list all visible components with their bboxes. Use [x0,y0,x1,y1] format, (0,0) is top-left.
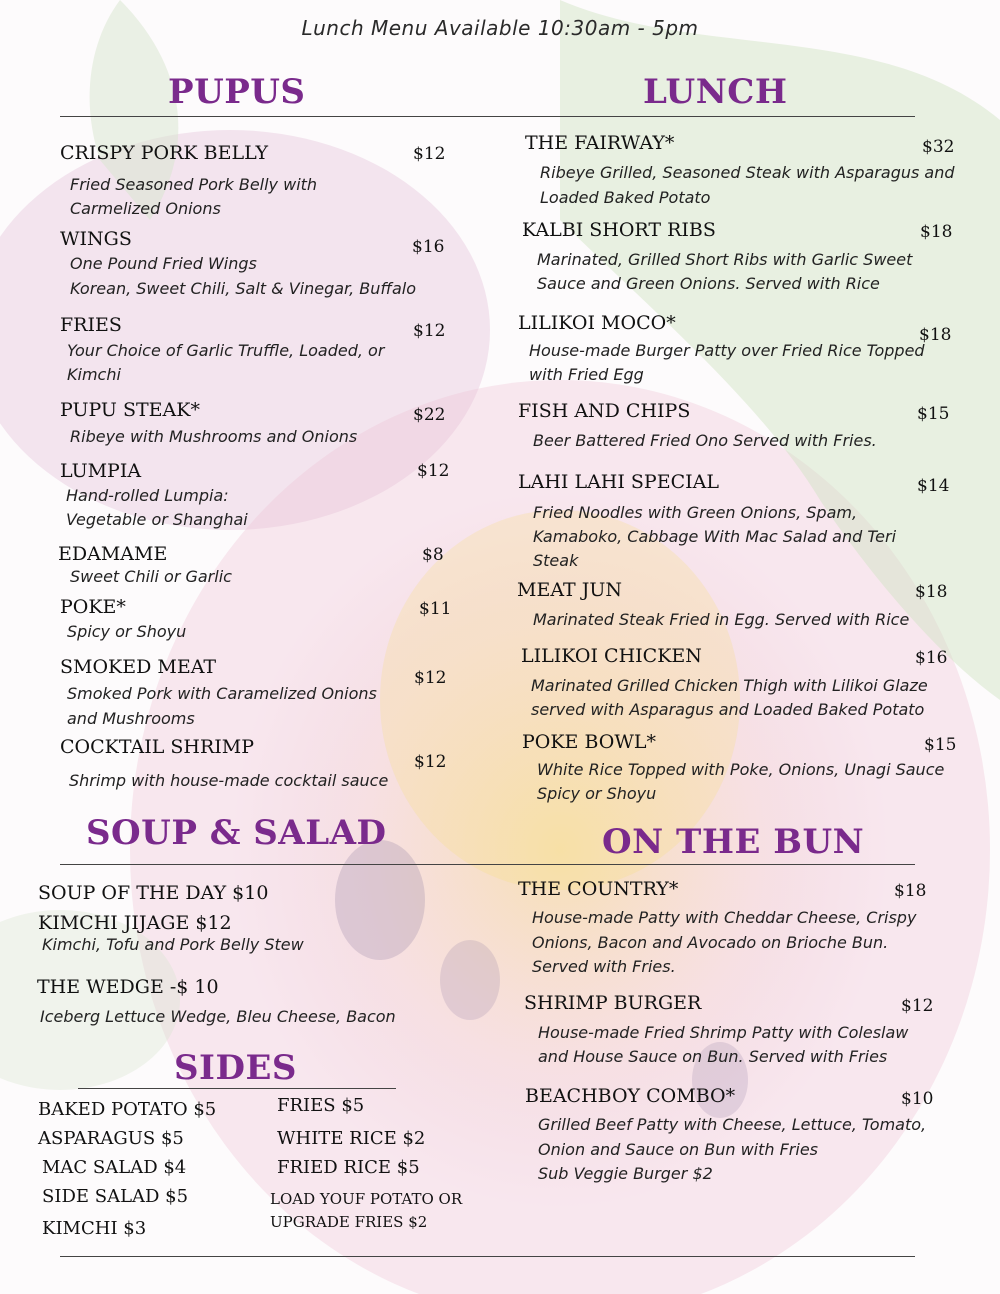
menu-item-desc: Iceberg Lettuce Wedge, Bleu Cheese, Bacon [40,1007,396,1026]
side-item: MAC SALAD $4 [42,1157,187,1178]
menu-item-name: BEACHBOY COMBO* [525,1085,736,1107]
menu-item-desc: Served with Fries. [532,957,676,976]
divider-top [60,116,915,117]
menu-item-price: $14 [917,476,950,496]
menu-item-name: LILIKOI MOCO* [518,312,676,334]
menu-item-price: $10 [901,1089,934,1109]
menu-item-desc: Loaded Baked Potato [540,188,711,207]
menu-item-desc: Kimchi, Tofu and Pork Belly Stew [42,935,304,954]
side-item: FRIES $5 [277,1095,365,1116]
menu-item-desc: and Mushrooms [67,709,195,728]
menu-item-price: $18 [919,325,952,345]
menu-item-desc: Kamaboko, Cabbage With Mac Salad and Teri [533,527,897,546]
menu-item-price: $12 [413,321,446,341]
menu-item-price: $22 [413,405,446,425]
menu-item-price: $12 [901,996,934,1016]
menu-item-desc: Ribeye with Mushrooms and Onions [70,427,358,446]
section-title-pupus: PUPUS [168,72,306,112]
menu-item-desc: served with Asparagus and Loaded Baked Potato [531,700,925,719]
divider-sides [78,1088,396,1089]
menu-item-price: $12 [413,144,446,164]
menu-item-name: POKE BOWL* [522,731,657,753]
menu-item-desc: and House Sauce on Bun. Served with Fries [538,1047,888,1066]
menu-item-price: $11 [419,599,452,619]
menu-item-name: WINGS [60,228,132,250]
menu-item-name: KIMCHI JIJAGE $12 [38,912,232,934]
section-title-soup-salad: SOUP & SALAD [86,813,387,853]
menu-item-desc: Shrimp with house-made cocktail sauce [69,771,389,790]
menu-item-desc: House-made Burger Patty over Fried Rice Topped [529,341,925,360]
menu-item-price: $18 [915,582,948,602]
menu-item-name: FRIES [60,314,122,336]
menu-item-name: LUMPIA [60,460,142,482]
menu-item-price: $12 [414,668,447,688]
side-item: KIMCHI $3 [42,1218,147,1239]
sides-note: LOAD YOUF POTATO OR [270,1190,463,1208]
menu-item-desc: House-made Patty with Cheddar Cheese, Crispy [532,908,917,927]
menu-item-name: MEAT JUN [517,579,622,601]
section-title-on-the-bun: ON THE BUN [602,822,865,862]
divider-bottom [60,1256,915,1257]
menu-item-desc: Smoked Pork with Caramelized Onions [67,684,377,703]
menu-item-price: $12 [414,752,447,772]
menu-item-desc: Marinated Grilled Chicken Thigh with Lilikoi Glaze [531,676,928,695]
side-item: BAKED POTATO $5 [38,1099,217,1120]
menu-item-desc: Onion and Sauce on Bun with Fries [538,1140,819,1159]
menu-item-name: KALBI SHORT RIBS [522,219,716,241]
menu-item-desc: Marinated Steak Fried in Egg. Served with Rice [533,610,910,629]
sides-note: UPGRADE FRIES $2 [270,1213,428,1231]
menu-item-price: $15 [917,404,950,424]
section-title-sides: SIDES [174,1048,297,1088]
menu-item-desc: Hand-rolled Lumpia: [66,486,229,505]
menu-item-desc: Steak [533,551,579,570]
menu-item-name: EDAMAME [58,543,168,565]
menu-item-name: PUPU STEAK* [60,399,200,421]
menu-item-desc: Marinated, Grilled Short Ribs with Garlic Sweet [537,250,913,269]
divider-middle [60,864,915,865]
menu-item-price: $8 [422,545,444,565]
menu-item-desc: House-made Fried Shrimp Patty with Coleslaw [538,1023,909,1042]
menu-item-desc: Ribeye Grilled, Seasoned Steak with Asparagus and [540,163,955,182]
menu-item-desc: White Rice Topped with Poke, Onions, Unagi Sauce [537,760,945,779]
menu-item-desc: Fried Noodles with Green Onions, Spam, [533,503,858,522]
menu-item-name: FISH AND CHIPS [518,400,691,422]
menu-item-desc: Beer Battered Fried Ono Served with Fries. [533,431,877,450]
side-item: ASPARAGUS $5 [38,1128,184,1149]
menu-item-desc: Sub Veggie Burger $2 [538,1164,713,1183]
menu-item-desc: Sauce and Green Onions. Served with Rice [537,274,880,293]
menu-item-desc: Carmelized Onions [70,199,221,218]
menu-item-desc: Fried Seasoned Pork Belly with [70,175,318,194]
menu-item-name: COCKTAIL SHRIMP [60,736,254,758]
menu-item-name: LAHI LAHI SPECIAL [518,471,719,493]
menu-item-desc: Your Choice of Garlic Truffle, Loaded, or [67,341,385,360]
menu-item-price: $18 [894,881,927,901]
menu-item-desc: Kimchi [67,365,121,384]
menu-item-name: LILIKOI CHICKEN [521,645,702,667]
menu-item-price: $15 [924,735,957,755]
menu-item-desc: One Pound Fried Wings [70,254,257,273]
side-item: SIDE SALAD $5 [42,1186,189,1207]
menu-item-name: SOUP OF THE DAY $10 [38,882,269,904]
menu-item-name: SHRIMP BURGER [524,992,702,1014]
menu-item-name: CRISPY PORK BELLY [60,142,269,164]
menu-item-name: THE COUNTRY* [518,878,679,900]
menu-item-price: $18 [920,222,953,242]
menu-item-desc: Korean, Sweet Chili, Salt & Vinegar, Buffalo [70,279,417,298]
menu-item-name: POKE* [60,596,126,618]
menu-item-name: THE FAIRWAY* [525,132,675,154]
menu-item-name: SMOKED MEAT [60,656,217,678]
menu-item-price: $16 [412,237,445,257]
lunch-hours: Lunch Menu Available 10:30am - 5pm [301,16,699,40]
menu-item-price: $16 [915,648,948,668]
menu-item-desc: with Fried Egg [529,365,644,384]
menu-item-desc: Sweet Chili or Garlic [70,567,232,586]
menu-item-desc: Spicy or Shoyu [67,622,187,641]
section-title-lunch: LUNCH [643,72,788,112]
menu-item-desc: Onions, Bacon and Avocado on Brioche Bun. [532,933,889,952]
menu-item-desc: Vegetable or Shanghai [66,510,248,529]
menu-item-name: THE WEDGE -$ 10 [37,976,219,998]
side-item: WHITE RICE $2 [277,1128,426,1149]
menu-item-price: $12 [417,461,450,481]
menu-item-desc: Grilled Beef Patty with Cheese, Lettuce, Tomato, [538,1115,927,1134]
side-item: FRIED RICE $5 [277,1157,420,1178]
menu-item-price: $32 [922,137,955,157]
menu-item-desc: Spicy or Shoyu [537,784,657,803]
